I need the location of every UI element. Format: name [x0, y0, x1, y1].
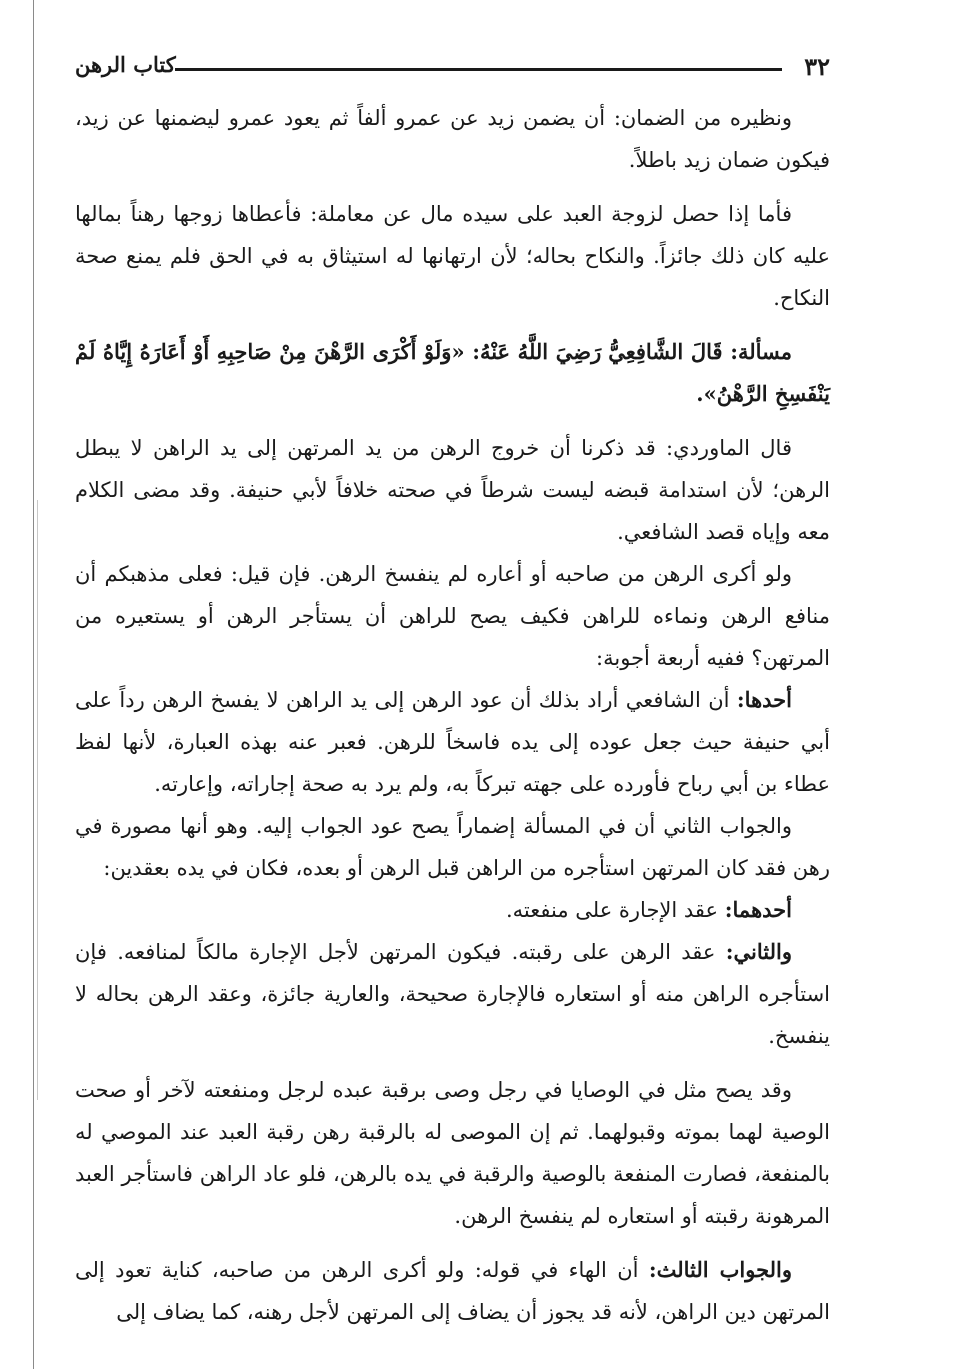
page-edge-line: [37, 500, 38, 1100]
answer-lead: أحدهما:: [724, 897, 792, 922]
paragraph: [75, 679, 830, 805]
book-title: كتاب الرهن: [75, 52, 176, 77]
paragraph: [75, 331, 830, 415]
paragraph: [75, 553, 830, 679]
issue-heading: مسألة: قَالَ الشَّافِعِيُّ: [608, 339, 792, 364]
paragraph: [75, 931, 830, 1057]
running-header: [75, 42, 830, 82]
header-rule: [175, 68, 782, 71]
paragraph: [75, 193, 830, 319]
paragraph: [75, 1069, 830, 1237]
paragraph-text: وقد يصح مثل في الوصايا في رجل وصى برقبة عبده لرجل ومنفعته لآخر أو صحت الوصية لهما بموته وقبولهما. ثم إن الموصى له بالرقبة رهن رقبة العبد عند الموصي له بالمنفعة، فصارت المنفعة بالوصية والرقبة في يده بالرهن، فلو عاد الراهن فاستأجر العبد المرهونة رقبته أو استعاره لم ينفسخ الرهن.: [75, 1078, 830, 1228]
paragraph-text: ولو أكرى الرهن من صاحبه أو أعاره لم ينفسخ الرهن. فإن قيل: فعلى مذهبكم أن منافع الرهن ونماءه للراهن فكيف يصح للراهن أن يستأجر الرهن أو يستعيره من المرتهن؟ ففيه أربعة أجوبة:: [75, 562, 830, 670]
paragraph-text: ونظيره من الضمان: أن يضمن زيد عن عمرو ألفاً ثم يعود عمرو ليضمنها عن زيد، فيكون ضمان زيد باطلاً.: [75, 106, 830, 172]
paragraph: [75, 805, 830, 889]
paragraph-text: والجواب الثاني أن في المسألة إضماراً يصح عود الجواب إليه. وهو أنها مصورة في رهن فقد كان المرتهن استأجره من الراهن قبل الرهن أو بعده، فكان في يده بعقدين:: [75, 814, 830, 880]
paragraph-text: أن الهاء في قوله: ولو أكرى الرهن من صاحبه، كناية تعود إلى المرتهن دين الراهن، لأنه قد يجوز أن يضاف إلى المرتهن لأجل رهنه، كما يضاف إلى: [75, 1258, 830, 1324]
page-edge-line: [33, 0, 34, 1369]
paragraph: [75, 427, 830, 553]
answer-lead: والثاني:: [725, 939, 792, 964]
paragraph-text: أن الشافعي أراد بذلك أن عود الرهن إلى يد الراهن لا يفسخ الرهن رداً على أبي حنيفة حيث جعل عوده إلى يده فاسخاً للرهن. فعبر عنه بهذه العبارة، لأنها لفظ عطاء بن أبي رباح فأورده على جهته تبركاً به، ولم يرد به صحة إجاراته، وإعارته.: [75, 688, 830, 796]
answer-lead: أحدها:: [736, 687, 792, 712]
paragraph: [75, 97, 830, 181]
quoted-text: رَضِيَ اللَّهُ عَنْهُ: «وَلَوْ أَكْرَى الرَّهْنَ مِنْ صَاحِبِهِ أَوْ أَعَارَهُ إِيَّاهُ لَمْ يَنْفَسِخِ الرَّهْنُ».: [75, 339, 830, 406]
page-number: ٣٢: [804, 52, 830, 81]
paragraph: [75, 889, 830, 931]
paragraph-text: عقد الإجارة على منفعته.: [505, 898, 719, 922]
paragraph-text: عقد الرهن على رقبته. فيكون المرتهن لأجل الإجارة مالكاً لمنافعه. فإن استأجره الراهن منه أو استعاره فالإجارة صحيحة، والعارية جائزة، وعقد الرهن بحاله لا ينفسخ.: [75, 940, 830, 1048]
page-body: [75, 97, 830, 1333]
paragraph: [75, 1249, 830, 1333]
answer-lead: والجواب الثالث:: [648, 1257, 792, 1282]
paragraph-text: فأما إذا حصل لزوجة العبد على سيده مال عن معاملة: فأعطاها زوجها رهناً بمالها عليه كان ذلك جائزاً. والنكاح بحاله؛ لأن ارتهانها له استيثاق به في الحق فلم يمنع صحة النكاح.: [75, 202, 830, 310]
paragraph-text: قال الماوردي: قد ذكرنا أن خروج الرهن من يد المرتهن إلى يد الراهن لا يبطل الرهن؛ لأن استدامة قبضه ليست شرطاً في صحته خلافاً لأبي حنيفة. وقد مضى الكلام معه وإياه قصد الشافعي.: [75, 436, 830, 544]
